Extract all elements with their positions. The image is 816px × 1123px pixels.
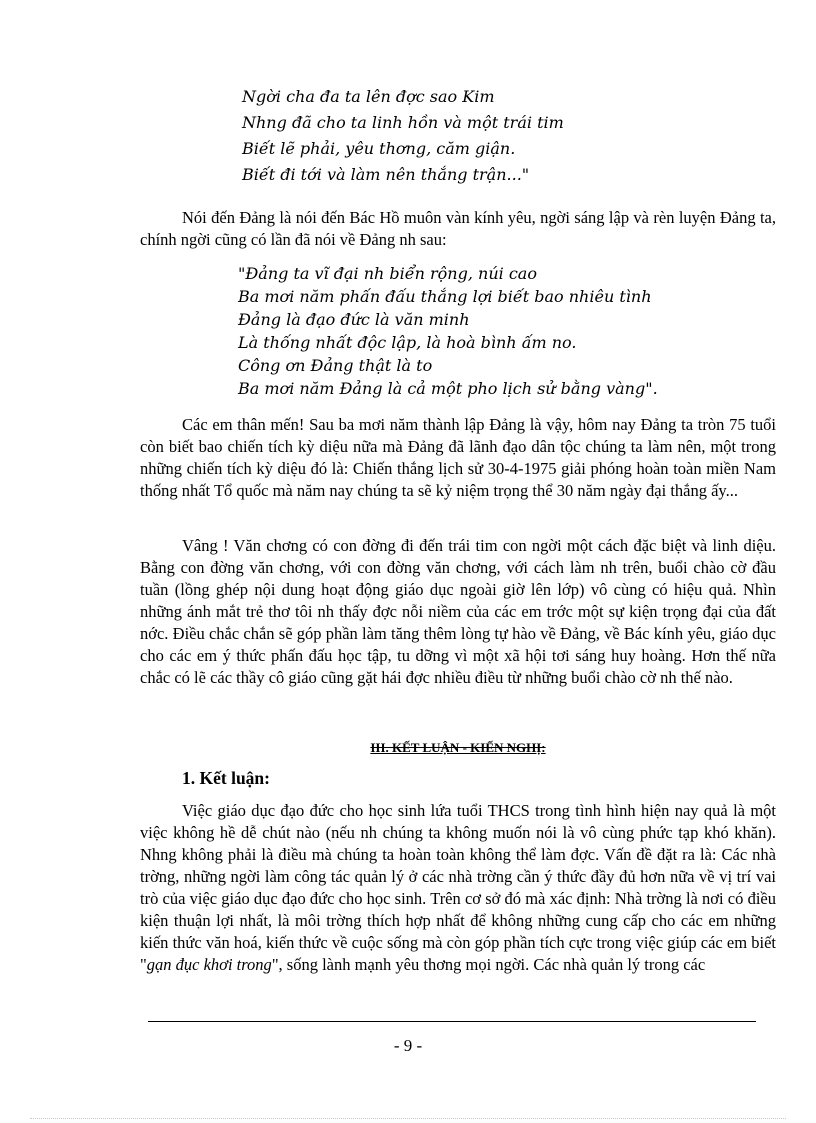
paragraph-text: Nói đến Đảng là nói đến Bác Hồ muôn vàn kính yêu, ngời sáng lập và rèn luyện Đảng ta, chính ngời cũng có lần đã nói về Đảng nh sau:	[140, 208, 776, 249]
poem-line: Ngời cha đa ta lên đợc sao Kim	[242, 87, 495, 106]
page-bottom-border	[30, 1118, 786, 1119]
paragraph-text: Vâng ! Văn chơng có con đờng đi đến trái tim con ngời một cách đặc biệt và linh diệu. Bằng con đờng văn chơng, với con đờng văn chơng, với cách làm nh trên, buổi chào cờ đầu tuần (lồng ghép nội dung hoạt động giáo dục ngoài giờ lên lớp) vô cùng có hiệu quả. Nhìn những ánh mắt trẻ thơ tôi nh thấy đợc nỗi niềm của các em trớc một sự kiện trọng đại của đất nớc. Điều chắc chắn sẽ góp phần làm tăng thêm lòng tự hào về Đảng, về Bác kính yêu, giáo dục cho các em ý thức phấn đấu học tập, tu dỡng vì một xã hội tơi sáng huy hoàng. Hơn thế nữa chắc có lẽ các thầy cô giáo cũng gặt hái đợc nhiều điều từ những buổi chào cờ nh thế nào.	[140, 536, 776, 687]
section-heading: III. KẾT LUẬN - KIẾN NGHỊ:	[370, 740, 546, 755]
poem-line: "Đảng ta vĩ đại nh biển rộng, núi cao	[238, 264, 537, 283]
page-number: - 9 -	[393, 1036, 423, 1055]
poem-top	[242, 84, 564, 188]
paragraph-text: Việc giáo dục đạo đức cho học sinh lứa tuổi THCS trong tình hình hiện nay quả là một việc không hề dễ chút nào (nếu nh chúng ta không muốn nói là vô cùng phức tạp khó khăn). Nhng không phải là điều mà chúng ta hoàn toàn không thể làm đợc. Vấn đề đặt ra là: Các nhà trờng, những ngời làm công tác quản lý ở các nhà trờng cần ý thức đầy đủ hơn nữa về vị trí vai trò của việc giáo dục đạo đức cho học sinh. Trên cơ sở đó mà xác định: Nhà trờng là nơi có điều kiện thuận lợi nhất, là môi trờng thích hợp nhất để không những cung cấp cho các em những kiến thức văn hoá, kiến thức về cuộc sống mà còn góp phần tích cực trong việc giúp các em biết "	[140, 801, 776, 974]
footer-divider	[148, 1021, 756, 1022]
poem-line: Biết đi tới và làm nên thắng trận..."	[242, 165, 530, 184]
poem-line: Đảng là đạo đức là văn minh	[238, 310, 470, 329]
poem-line: Biết lẽ phải, yêu thơng, căm giận.	[242, 139, 516, 158]
subheading: 1. Kết luận:	[182, 768, 270, 788]
poem-line: Công ơn Đảng thật là to	[238, 356, 433, 375]
paragraph-4	[140, 800, 776, 976]
poem-line: Là thống nhất độc lập, là hoà bình ấm no.	[238, 333, 577, 352]
paragraph-text: Các em thân mến! Sau ba mơi năm thành lập Đảng là vậy, hôm nay Đảng ta tròn 75 tuổi còn biết bao chiến tích kỳ diệu nữa mà Đảng đã lãnh đạo dân tộc chúng ta làm nên, một trong những chiến tích kỳ diệu đó là: Chiến thắng lịch sử 30-4-1975 giải phóng hoàn toàn miền Nam thống nhất Tổ quốc mà năm nay chúng ta sẽ kỷ niệm trọng thể 30 năm ngày đại thắng ấy...	[140, 415, 776, 500]
paragraph-3	[140, 535, 776, 689]
poem-line: Ba mơi năm Đảng là cả một pho lịch sử bằng vàng".	[238, 379, 658, 398]
poem-line: Nhng đã cho ta linh hồn và một trái tim	[242, 113, 564, 132]
paragraph-1	[140, 207, 776, 251]
italic-phrase: gạn đục khơi trong	[146, 955, 272, 974]
poem-line: Ba mơi năm phấn đấu thắng lợi biết bao nhiêu tình	[238, 287, 652, 306]
paragraph-text: ", sống lành mạnh yêu thơng mọi ngời. Các nhà quản lý trong các	[271, 955, 706, 974]
poem-quote	[238, 262, 658, 400]
paragraph-2	[140, 414, 776, 502]
